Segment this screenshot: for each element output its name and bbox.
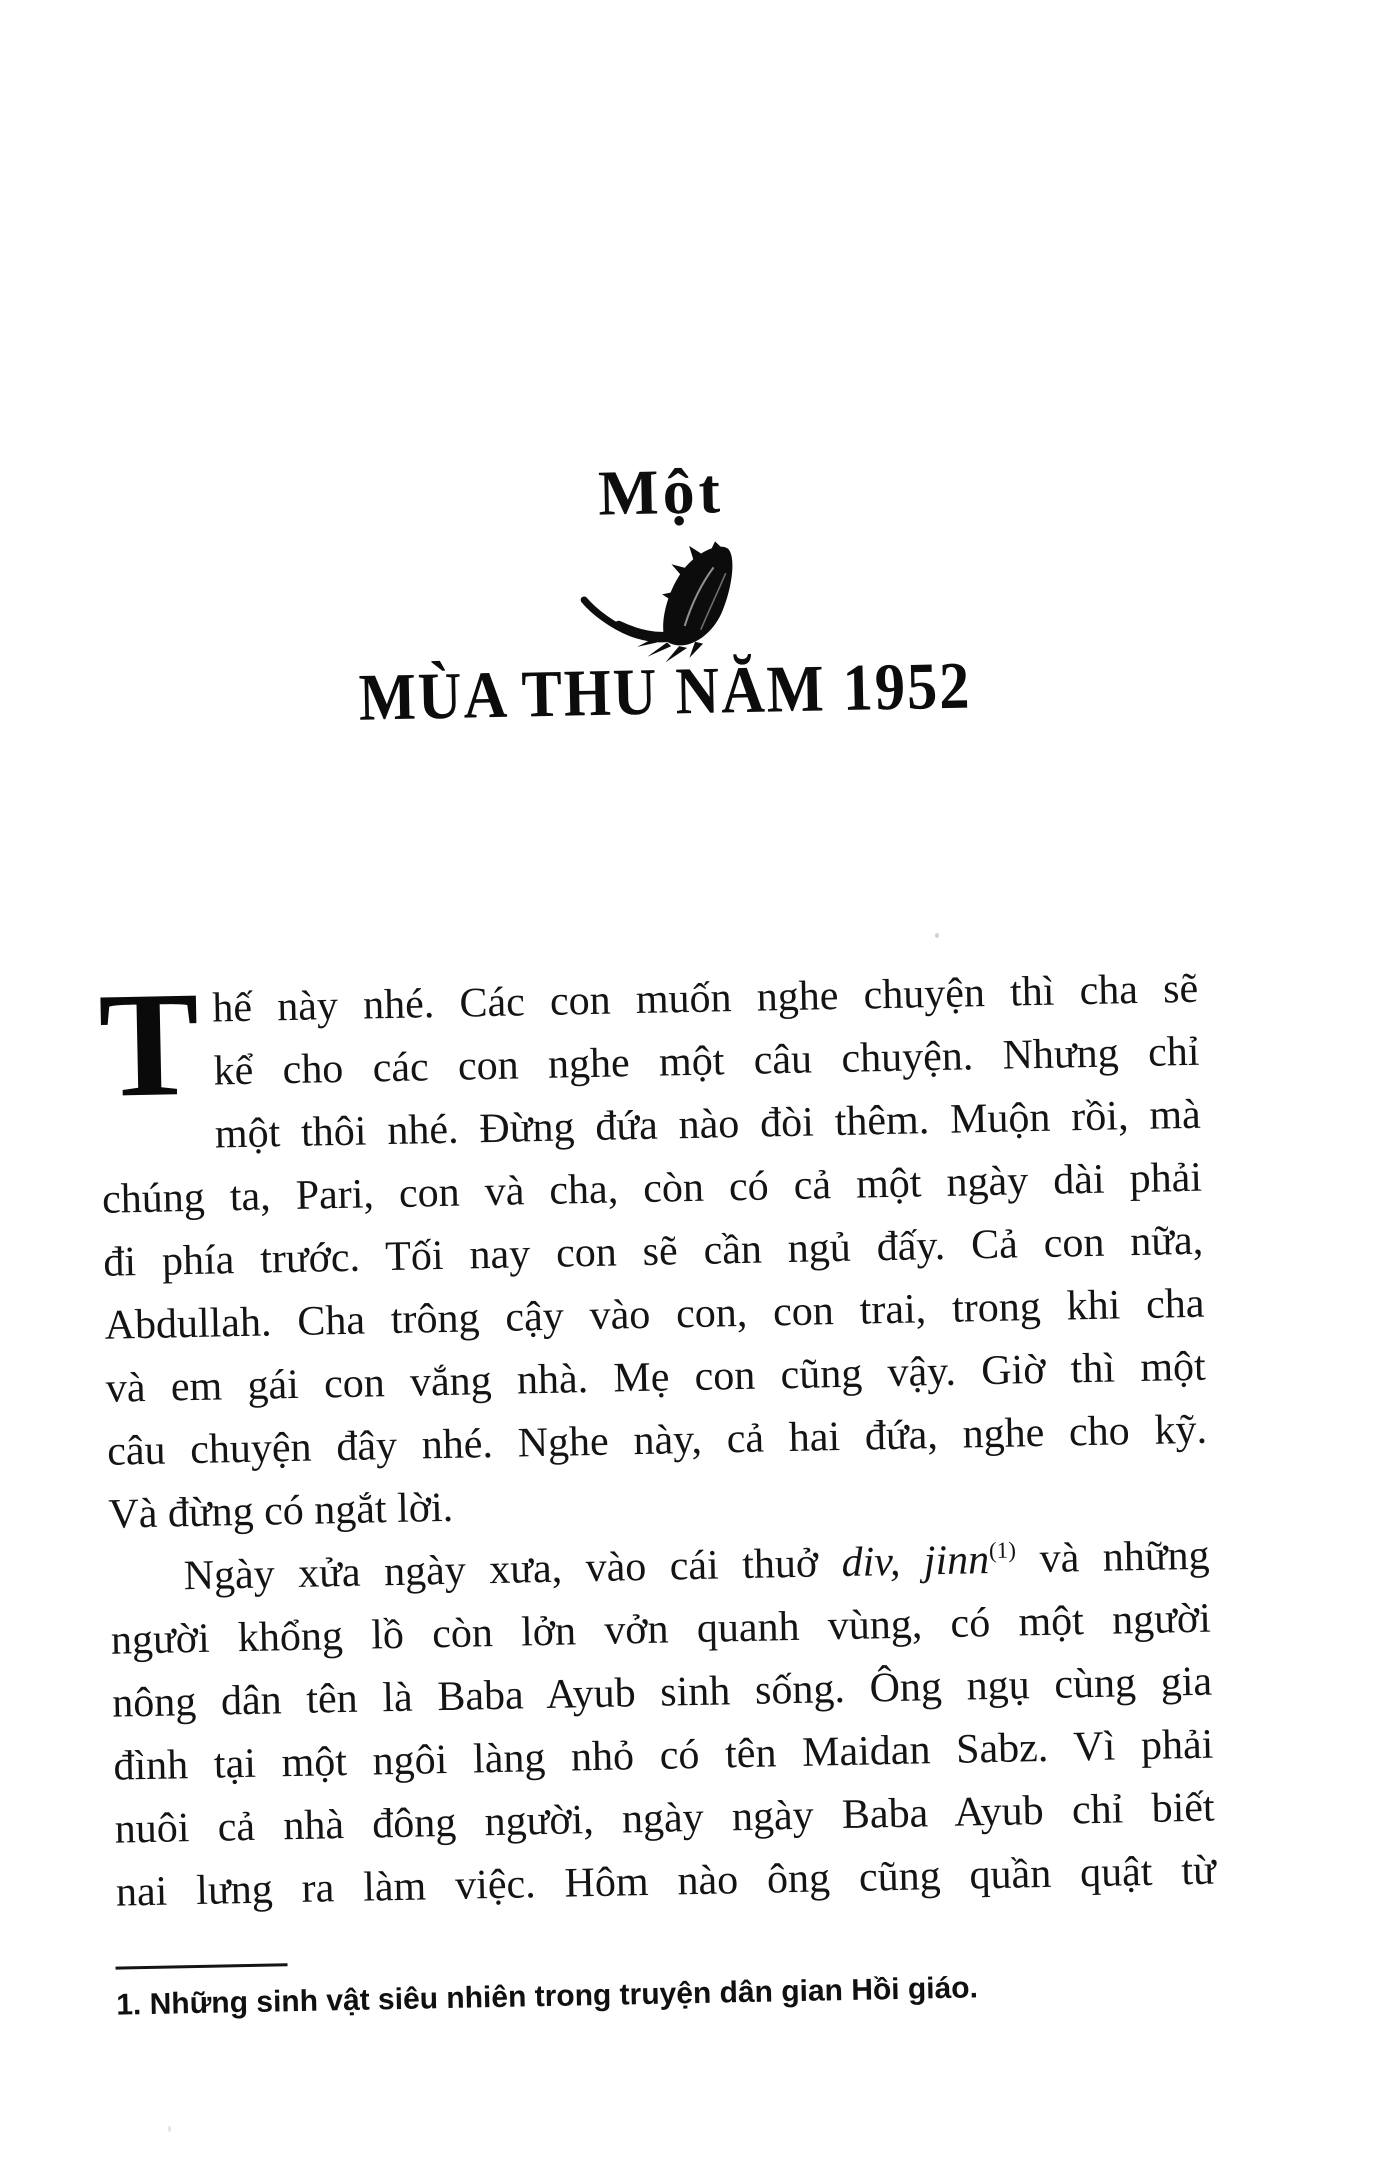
text-line: đi phía trước. Tối nay con sẽ cần ngủ đấy. Cả con nữa,: [102, 1217, 1204, 1286]
text-line: nai lưng ra làm việc. Hôm nào ông cũng quần quật từ: [115, 1847, 1217, 1916]
scan-speck: [168, 2126, 171, 2132]
text-line: câu chuyện đây nhé. Nghe này, cả hai đứa, nghe cho kỹ.: [106, 1406, 1208, 1475]
chapter-number: Một: [597, 455, 725, 529]
text-line: người khổng lồ còn lởn vởn quanh vùng, có một người: [110, 1595, 1212, 1664]
scan-speck: [935, 933, 939, 938]
footnote: [116, 1944, 1227, 2025]
text-line: Và đừng có ngắt lời.: [107, 1484, 454, 1538]
text-line: Abdullah. Cha trông cậy vào con, con trai, trong khi cha: [104, 1280, 1205, 1349]
text-segment-italic: div, jinn: [841, 1537, 990, 1587]
text-segment: và những: [1015, 1532, 1210, 1583]
dropcap-letter: T: [97, 960, 201, 1129]
text-line: hế này nhé. Các con muốn nghe chuyện thì cha sẽ: [211, 965, 1199, 1032]
text-line: và em gái con vắng nhà. Mẹ con cũng vậy. Giờ thì một: [105, 1343, 1207, 1412]
feather-icon: [577, 541, 751, 666]
text-line: kể cho các con nghe một câu chuyện. Nhưng chỉ: [213, 1028, 1200, 1095]
body-text: [98, 958, 1217, 1925]
chapter-title: MÙA THU NĂM 1952: [358, 648, 972, 735]
text-line: nuôi cả nhà đông người, ngày ngày Baba Ayub chỉ biết: [114, 1784, 1216, 1853]
footnote-reference: (1): [988, 1536, 1017, 1564]
text-line: chúng ta, Pari, con và cha, còn có cả một ngày dài phải: [101, 1154, 1203, 1223]
footnote-divider: [116, 1963, 288, 1969]
text-line: đình tại một ngôi làng nhỏ có tên Maidan Sabz. Vì phải: [113, 1721, 1214, 1790]
paragraph-1: [98, 958, 1209, 1547]
footnote-text: 1. Những sinh vật siêu nhiên trong truyện dân gian Hồi giáo.: [115, 1971, 979, 2022]
text-line: nông dân tên là Baba Ayub sinh sống. Ông ngụ cùng gia: [111, 1658, 1213, 1727]
text-line: một thôi nhé. Đừng đứa nào đòi thêm. Muộn rồi, mà: [214, 1091, 1202, 1158]
text-segment: Ngày xửa ngày xưa, vào cái thuở: [183, 1540, 843, 1600]
paragraph-2: [109, 1525, 1216, 1925]
